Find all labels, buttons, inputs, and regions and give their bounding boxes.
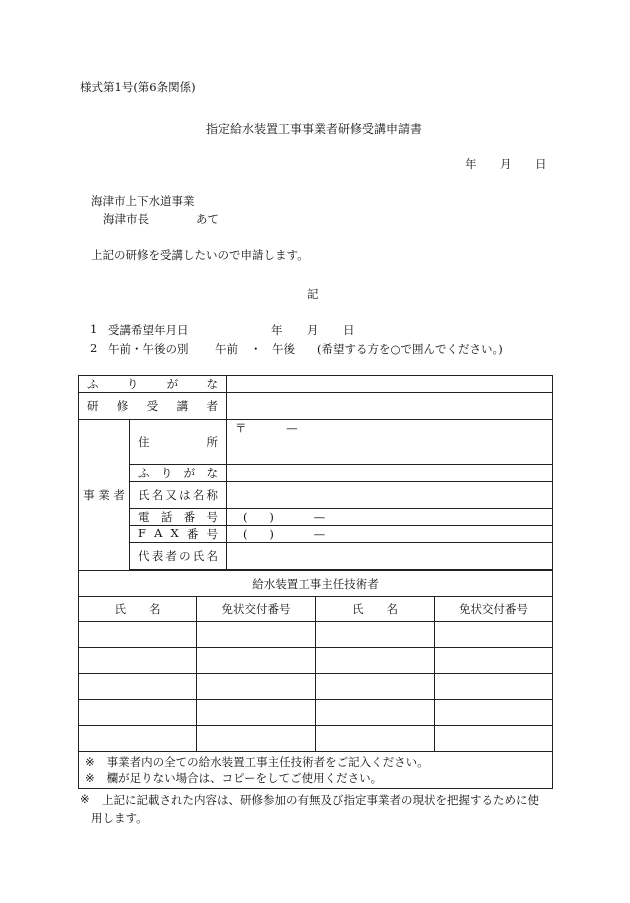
engineer-license-cell[interactable] xyxy=(435,674,553,700)
footer-mark: ※ xyxy=(80,792,90,806)
label-business: 事 業 者 xyxy=(79,420,130,571)
date-month: 月 xyxy=(500,157,512,171)
item2-note: (希望する方を○で囲んでください。) xyxy=(317,342,503,356)
engineer-header: 給水装置工事主任技術者 xyxy=(79,571,553,597)
application-table xyxy=(78,375,553,789)
engineer-license-cell[interactable] xyxy=(197,674,316,700)
engineer-license-cell[interactable] xyxy=(197,726,316,752)
engineer-name-cell[interactable] xyxy=(79,622,197,648)
item2-label: 午前・午後の別 xyxy=(108,342,189,356)
engineer-name-cell[interactable] xyxy=(316,648,435,674)
label-representative: 代 表 者 の 氏 名 xyxy=(130,543,227,570)
addressee-honorific: あて xyxy=(196,212,219,226)
representative-field[interactable] xyxy=(227,543,553,570)
engineer-name-cell[interactable] xyxy=(316,700,435,726)
footer-line2: 用します。 xyxy=(91,811,148,825)
pm-option: 午後 xyxy=(272,342,295,356)
item1-number: 1 xyxy=(90,322,98,336)
table-notes: ※ 事業者内の全ての給水装置工事主任技術者をご記入ください。 ※ 欄が足りない場合は、コピーをしてご使用ください。 xyxy=(79,752,553,789)
label-trainee: 研 修 受 講 者 xyxy=(79,393,227,420)
engineer-license-cell[interactable] xyxy=(197,700,316,726)
engineer-name-cell[interactable] xyxy=(79,648,197,674)
trainee-name-field[interactable] xyxy=(227,393,553,420)
am-option: 午前 xyxy=(215,342,238,356)
item1-month: 月 xyxy=(307,323,319,337)
label-fax: F A X 番 号 xyxy=(130,526,227,543)
item1-year: 年 xyxy=(271,323,283,337)
label-address: 住 所 xyxy=(130,420,227,465)
item1-label: 受講希望年月日 xyxy=(108,323,189,337)
label-phone: 電 話 番 号 xyxy=(130,509,227,526)
engineer-license-cell[interactable] xyxy=(435,622,553,648)
footer-line1: 上記に記載された内容は、研修参加の有無及び指定事業者の現状を把握するために使 xyxy=(102,793,539,807)
ki-label: 記 xyxy=(307,287,319,301)
col-header-license-2: 免状交付番号 xyxy=(435,597,553,622)
date-year: 年 xyxy=(465,157,477,171)
item2-separator: ・ xyxy=(250,342,262,356)
engineer-license-cell[interactable] xyxy=(435,648,553,674)
business-furigana-field[interactable] xyxy=(227,465,553,482)
label-furigana: ふ り が な xyxy=(130,465,227,482)
engineer-name-cell[interactable] xyxy=(316,674,435,700)
table-row xyxy=(79,622,553,648)
table-row xyxy=(79,726,553,752)
postal-dash: — xyxy=(286,421,298,435)
col-header-license-1: 免状交付番号 xyxy=(197,597,316,622)
addressee-org: 海津市上下水道事業 xyxy=(91,194,195,208)
engineer-license-cell[interactable] xyxy=(197,622,316,648)
address-field[interactable] xyxy=(227,420,553,465)
form-number: 様式第1号(第6条関係) xyxy=(80,80,196,94)
table-row xyxy=(79,648,553,674)
col-header-name-2: 氏 名 xyxy=(316,597,435,622)
phone-field[interactable]: ( ) — xyxy=(227,509,553,526)
engineer-name-cell[interactable] xyxy=(79,674,197,700)
table-row xyxy=(79,700,553,726)
date-day: 日 xyxy=(535,157,547,171)
fax-field[interactable]: ( ) — xyxy=(227,526,553,543)
engineer-license-cell[interactable] xyxy=(435,726,553,752)
table-row xyxy=(79,674,553,700)
page-title: 指定給水装置工事事業者研修受講申請書 xyxy=(206,122,423,136)
engineer-name-cell[interactable] xyxy=(79,726,197,752)
label-furigana-top: ふ り が な xyxy=(79,376,227,393)
trainee-furigana-field[interactable] xyxy=(227,376,553,393)
item1-day: 日 xyxy=(343,323,355,337)
label-name: 氏 名 又 は 名 称 xyxy=(130,482,227,509)
engineer-name-cell[interactable] xyxy=(316,726,435,752)
engineer-name-cell[interactable] xyxy=(79,700,197,726)
addressee-person: 海津市長 xyxy=(103,212,149,226)
intro-text: 上記の研修を受講したいので申請します。 xyxy=(91,248,309,262)
postal-mark: 〒 xyxy=(235,421,247,435)
business-name-field[interactable] xyxy=(227,482,553,509)
engineer-license-cell[interactable] xyxy=(435,700,553,726)
col-header-name-1: 氏 名 xyxy=(79,597,197,622)
item2-number: 2 xyxy=(90,341,98,355)
engineer-license-cell[interactable] xyxy=(197,648,316,674)
engineer-name-cell[interactable] xyxy=(316,622,435,648)
